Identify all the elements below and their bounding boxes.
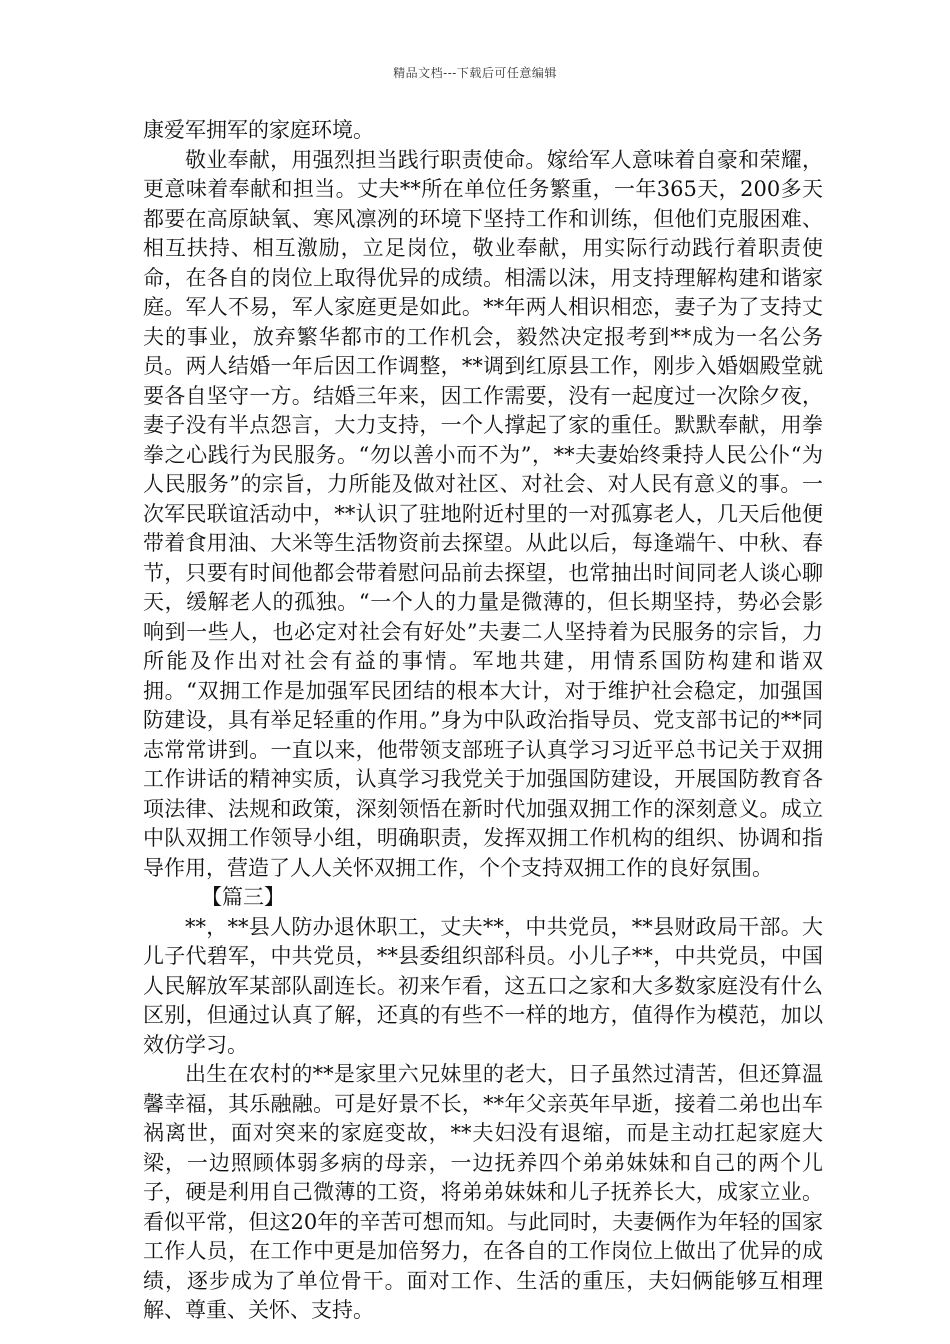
paragraph-family-intro: **，**县人防办退休职工，丈夫**，中共党员，**县财政局干部。大儿子代碧军，中共党员，**县委组织部科员。小儿子**，中共党员，中国人民解放军某部队副连长。初来乍看，这五口之家和大多数家庭没有什么区别，但通过认真了解，还真的有些不一样的地方，值得作为模范，加以效仿学习。 xyxy=(143,914,823,1057)
paragraph-family-story: 出生在农村的**是家里六兄妹里的老大，日子虽然过清苦，但还算温馨幸福，其乐融融。可是好景不长，**年父亲英年早逝，接着二弟也出车祸离世，面对突来的家庭变故，**夫妇没有退缩，而是主动扛起家庭大梁，一边照顾体弱多病的母亲，一边抚养四个弟弟妹妹和自己的两个儿子，硬是利用自己微薄的工资，将弟弟妹妹和儿子抚养长大，成家立业。看似平常，但这20年的辛苦可想而知。与此同时，夫妻俩作为年轻的国家工作人员，在工作中更是加倍努力，在各自的工作岗位上做出了优异的成绩，逐步成为了单位骨干。面对工作、生活的重压，夫妇俩能够互相理解、尊重、关怀、支持。 xyxy=(143,1062,823,1322)
document-body xyxy=(143,116,823,1326)
paragraph-continuation: 康爱军拥军的家庭环境。 xyxy=(143,118,374,142)
page-header: 精品文档---下载后可任意编辑 xyxy=(393,66,557,80)
paragraph-dedication: 敬业奉献，用强烈担当践行职责使命。嫁给军人意味着自豪和荣耀，更意味着奉献和担当。丈夫**所在单位任务繁重，一年365天，200多天都要在高原缺氧、寒风凛冽的环境下坚持工作和训练，但他们克服困难、相互扶持、相互激励，立足岗位，敬业奉献，用实际行动践行着职责使命，在各自的岗位上取得优异的成绩。相濡以沫，用支持理解构建和谐家庭。军人不易，军人家庭更是如此。**年两人相识相恋，妻子为了支持丈夫的事业，放弃繁华都市的工作机会，毅然决定报考到**成为一名公务员。两人结婚一年后因工作调整，**调到红原县工作，刚步入婚姻殿堂就要各自坚守一方。结婚三年来，因工作需要，没有一起度过一次除夕夜，妻子没有半点怨言，大力支持，一个人撑起了家的重任。默默奉献，用拳拳之心践行为民服务。“勿以善小而不为”，**夫妻始终秉持人民公仆“为人民服务”的宗旨，力所能及做对社区、对社会、对人民有意义的事。一次军民联谊活动中，**认识了驻地附近村里的一对孤寡老人，几天后他便带着食用油、大米等生活物资前去探望。从此以后，每逢端午、中秋、春节，只要有时间他都会带着慰问品前去探望，也常抽出时间同老人谈心聊天，缓解老人的孤独。“一个人的力量是微薄的，但长期坚持，势必会影响到一些人，也必定对社会有好处”夫妻二人坚持着为民服务的宗旨，力所能及作出对社会有益的事情。军地共建，用情系国防构建和谐双拥。“双拥工作是加强军民团结的根本大计，对于维护社会稳定，加强国防建设，具有举足轻重的作用。”身为中队政治指导员、党支部书记的**同志常常讲到。一直以来，他带领支部班子认真学习习近平总书记关于双拥工作讲话的精神实质，认真学习我党关于加强国防建设，开展国防教育各项法律、法规和政策，深刻领悟在新时代加强双拥工作的深刻意义。成立中队双拥工作领导小组，明确职责，发挥双拥工作机构的组织、协调和指导作用，营造了人人关怀双拥工作，个个支持双拥工作的良好氛围。 xyxy=(143,147,823,880)
section-heading-part-three: 【篇三】 xyxy=(201,885,285,909)
